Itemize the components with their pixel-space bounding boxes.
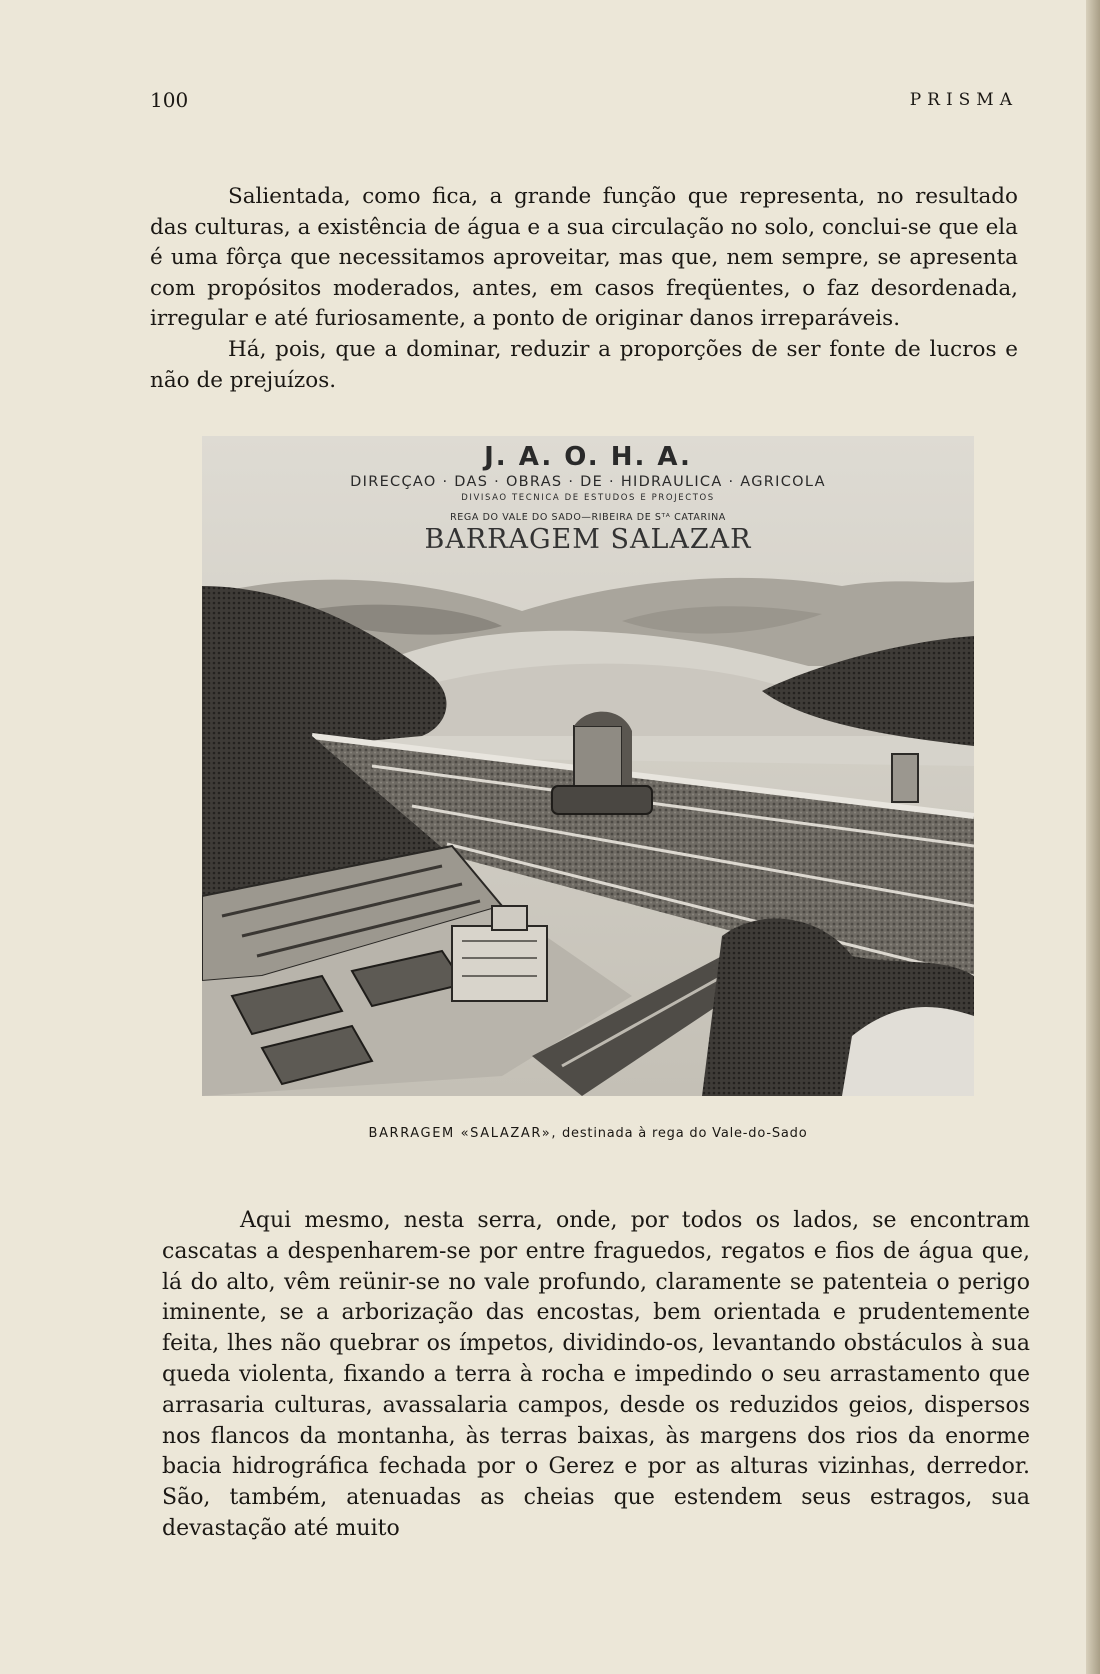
caption-lead: BARRAGEM «SALAZAR»,: [368, 1126, 558, 1141]
body-text-top: [150, 182, 1018, 396]
department-title: DIRECÇAO · DAS · OBRAS · DE · HIDRAULICA · AGRICOLA: [350, 474, 826, 490]
figure-title-block: [202, 436, 974, 555]
caption-rest: destinada à rega do Vale-do-Sado: [562, 1126, 808, 1141]
irrigation-title: REGA DO VALE DO SADO—RIBEIRA DE Sᵀᴬ CATARINA: [450, 512, 726, 523]
page-number: 100: [150, 88, 189, 112]
running-title: PRISMA: [909, 90, 1018, 110]
paragraph: Aqui mesmo, nesta serra, onde, por todos os lados, se encontram cascatas a despenharem-se por entre fraguedos, regatos e fios de água que, lá do alto, vêm reünir-se no vale profundo, claramente se patenteia o perigo iminente, se a arborização das encostas, bem orientada e prudentemente feita, lhes não quebrar os ímpetos, dividindo-os, levantando obstáculos à sua queda violenta, fixando a terra à rocha e impedindo o seu arrastamento que arrasaria culturas, avassalaria campos, desde os reduzidos geios, dispersos nos flancos da montanha, às terras baixas, às margens dos rios da enorme bacia hidrográfica fechada por o Gerez e por as alturas vizinhas, derredor. São, também, atenuadas as cheias que estendem seus estragos, sua devastação até muito: [162, 1208, 1030, 1541]
page-header: [150, 88, 1018, 118]
dam-name: BARRAGEM SALAZAR: [424, 524, 752, 555]
page-edge: [1086, 0, 1100, 1674]
body-text-bottom: [162, 1206, 1030, 1545]
dam-illustration: [202, 436, 974, 1096]
figure-caption: [202, 1126, 974, 1141]
organization-title: J. A. O. H. A.: [484, 442, 692, 472]
paragraph: Salientada, como fica, a grande função que representa, no resultado das culturas, a existência de água e a sua circulação no solo, conclui-se que ela é uma fôrça que necessitamos aproveitar, mas que, nem sempre, se apresenta com propósitos moderados, antes, em casos freqüentes, o faz desordenada, irregular e até furiosamente, a ponto de originar danos irreparáveis.: [150, 184, 1018, 332]
paragraph: Há, pois, que a dominar, reduzir a proporções de ser fonte de lucros e não de prejuízos.: [150, 336, 1018, 393]
division-title: DIVISAO TECNICA DE ESTUDOS E PROJECTOS: [461, 493, 715, 503]
